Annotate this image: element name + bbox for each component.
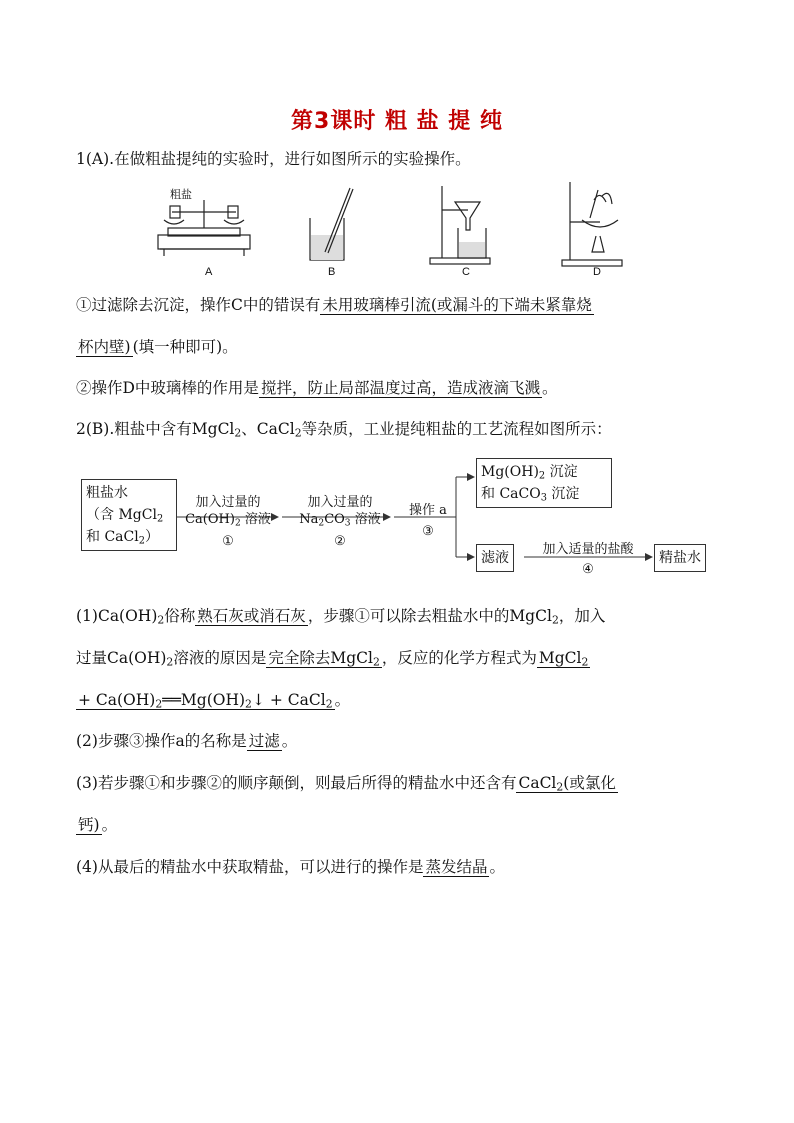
flow-start-box: [81, 479, 177, 551]
step2-mid-b: CO: [324, 512, 345, 527]
s2-suffix: 。: [281, 732, 298, 750]
step4-top: 加入适量的盐酸: [542, 542, 634, 557]
step2-mid-sub1: 2: [318, 518, 325, 529]
figure-label-c: C: [462, 266, 470, 278]
s3-answer-line2: 钙): [78, 816, 100, 834]
q2-stem-a: 2(B).粗盐中含有MgCl: [76, 420, 235, 438]
s1-b: 俗称: [164, 607, 196, 625]
evaporation-apparatus: [562, 182, 622, 266]
q1-part1-answer-line2: 杯内壁): [78, 338, 131, 356]
s1-f: 溶液的原因是: [173, 649, 267, 667]
precipitate-line1-sub: 2: [538, 470, 546, 482]
s1-answer-3-b: + Ca(OH): [78, 691, 156, 709]
q2-sub3-line1: [76, 772, 726, 794]
s1-c-sub: 2: [551, 613, 559, 627]
page-title: 第3课时 粗 盐 提 纯: [291, 109, 503, 134]
flow-start-line2-text: （含 MgCl: [86, 507, 157, 523]
step1-top: 加入过量的: [195, 495, 261, 510]
s2-prefix: (2)步骤③操作a的名称是: [76, 732, 247, 750]
flow-start-line3-sub: 2: [138, 535, 145, 547]
s3-answer-sub: 2: [556, 780, 564, 794]
step2-mid-a: Na: [299, 512, 319, 527]
s1-a: (1)Ca(OH): [76, 607, 158, 625]
q1-part1-line1: [76, 294, 726, 316]
step1-mid-a: Ca(OH): [185, 512, 235, 527]
s1-d: ，加入: [558, 607, 606, 625]
flow-start-line2-sub: 2: [156, 513, 164, 525]
q2-sub3-line2: [76, 814, 726, 836]
refined-brine-box: 精盐水: [654, 544, 706, 572]
balance-apparatus: [158, 200, 250, 256]
precipitate-line2: [481, 483, 607, 505]
q1-stem: 1(A).在做粗盐提纯的实验时，进行如图所示的实验操作。: [76, 150, 471, 168]
q2-sub1-line3: [76, 689, 726, 711]
s1-answer-3-sub2: 2: [155, 697, 163, 711]
precipitate-line2-sub: 3: [540, 492, 547, 504]
q2-stem-c: 等杂质，工业提纯粗盐的工艺流程如图所示：: [301, 420, 612, 438]
step2-number: ②: [334, 534, 346, 549]
s1-answer-3-sub4: 2: [325, 697, 333, 711]
step2-mid-sub2: 3: [344, 518, 351, 529]
s1-c: ，步骤①可以除去粗盐水中的MgCl: [307, 607, 552, 625]
s3-answer-b: (或氯化: [563, 774, 616, 792]
q1-part1-suffix: (填一种即可)。: [132, 338, 238, 356]
precipitate-line1-a: Mg(OH): [481, 464, 539, 480]
s1-answer-2-sub: 2: [372, 655, 380, 669]
lab-apparatus-figure: [150, 180, 630, 280]
s1-a-sub: 2: [157, 613, 165, 627]
q2-sub4: [76, 856, 726, 878]
q2-stem-sub2: 2: [294, 426, 302, 440]
step4-number: ④: [582, 562, 594, 577]
s3-prefix: (3)若步骤①和步骤②的顺序颠倒，则最后所得的精盐水中还含有: [76, 774, 517, 792]
q1-part1-prefix: ①过滤除去沉淀，操作C中的错误有: [76, 296, 321, 314]
step3-number: ③: [422, 524, 434, 539]
figure-label-b: B: [328, 266, 336, 278]
s3-suffix: 。: [101, 816, 118, 834]
balance-label: 粗盐: [170, 189, 192, 201]
s1-answer-3-start: [537, 649, 591, 668]
s1-answer-3-c: ══Mg(OH): [162, 691, 246, 709]
step2-mid-c: 溶液: [350, 512, 381, 527]
s1-answer-3-a: MgCl: [538, 649, 582, 667]
q1-part2-suffix: 。: [541, 379, 558, 397]
precipitate-line2-b: 沉淀: [546, 486, 580, 502]
flow-start-line3: [86, 526, 172, 548]
q2-sub1-line2: [76, 647, 726, 669]
s1-e-sub: 2: [166, 655, 174, 669]
step1-mid-sub: 2: [234, 518, 241, 529]
precipitate-line2-a: 和 CaCO: [481, 486, 541, 502]
step3-top: 操作 a: [409, 503, 447, 518]
step2-mid: [284, 508, 396, 527]
precipitate-line1: [481, 461, 607, 483]
q2-sub2: [76, 730, 726, 752]
s3-answer-start: [516, 774, 617, 793]
s3-answer-a: CaCl: [518, 774, 557, 792]
precipitate-box: [476, 458, 612, 508]
q2-stem-b: 、CaCl: [241, 420, 295, 438]
s1-h: 。: [334, 691, 351, 709]
q2-stem: [76, 418, 726, 440]
beaker-stirring-apparatus: [310, 188, 353, 260]
s1-answer-2: [266, 649, 382, 668]
q1-part2-answer: 搅拌，防止局部温度过高，造成液滴飞溅: [260, 379, 540, 397]
s1-answer-3-sub: 2: [581, 655, 589, 669]
q1-part1-answer-line1: 未用玻璃棒引流(或漏斗的下端未紧靠烧: [322, 296, 592, 314]
filtration-apparatus: [430, 186, 490, 264]
step1-mid-b: 溶液: [240, 512, 271, 527]
flow-start-line3-close: ）: [144, 529, 159, 545]
s4-prefix: (4)从最后的精盐水中获取精盐，可以进行的操作是: [76, 858, 424, 876]
flow-start-line3-text: 和 CaCl: [86, 529, 139, 545]
step2-top: 加入过量的: [307, 495, 373, 510]
s1-answer-3-sub3: 2: [245, 697, 252, 711]
q2-stem-sub1: 2: [234, 426, 242, 440]
q1-part1-line2: [76, 336, 726, 358]
s4-suffix: 。: [489, 858, 505, 876]
s2-answer: 过滤: [248, 732, 280, 750]
step1-number: ①: [222, 534, 234, 549]
s1-answer-3-end: [76, 691, 335, 710]
step1-mid: [172, 508, 284, 527]
s1-answer-3-d: ↓ + CaCl: [251, 691, 326, 709]
q1-part2: [76, 377, 726, 399]
q1-part2-prefix: ②操作D中玻璃棒的作用是: [76, 379, 259, 397]
flow-start-line2: [86, 504, 172, 526]
s1-e: 过量Ca(OH): [76, 649, 167, 667]
q2-sub1-line1: [76, 605, 726, 627]
s1-answer-2-text: 完全除去MgCl: [268, 649, 373, 667]
figure-label-a: A: [205, 266, 213, 278]
s1-answer-1: 熟石灰或消石灰: [197, 607, 306, 625]
s4-answer: 蒸发结晶: [425, 858, 488, 876]
filtrate-box: 滤液: [476, 544, 514, 572]
precipitate-line1-b: 沉淀: [545, 464, 578, 480]
flow-start-line1: 粗盐水: [86, 485, 128, 501]
figure-label-d: D: [593, 266, 601, 278]
s1-g: ，反应的化学方程式为: [381, 649, 537, 667]
